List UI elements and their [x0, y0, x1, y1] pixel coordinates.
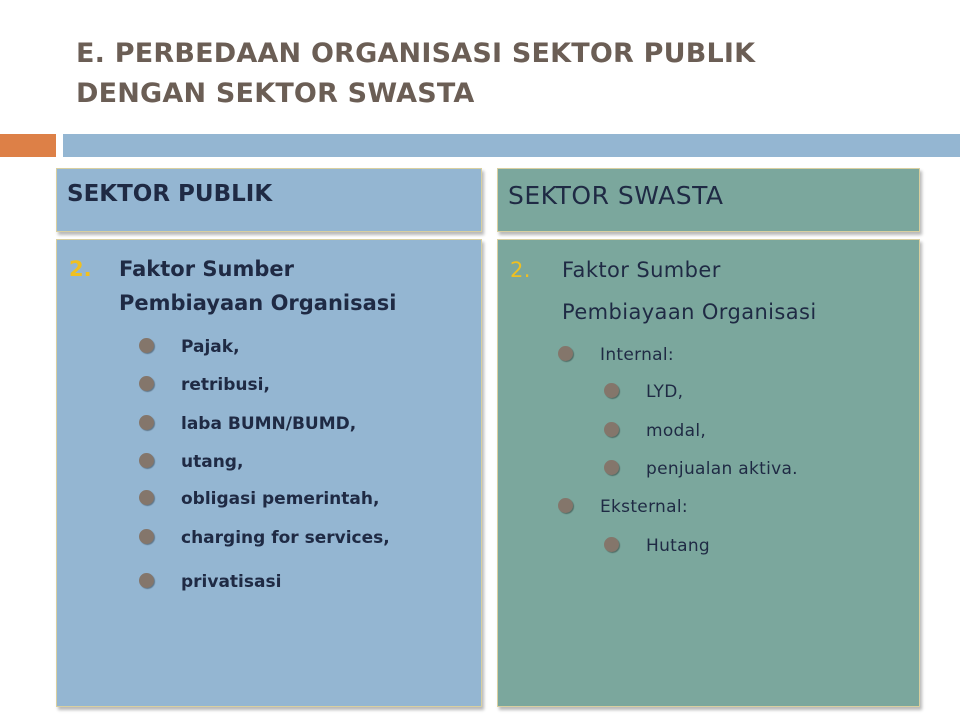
sektor-publik-header-text: SEKTOR PUBLIK	[67, 181, 273, 207]
publik-bullet-text: privatisasi	[181, 572, 282, 592]
slide-title-line-2: DENGAN SEKTOR SWASTA	[76, 78, 475, 109]
bullet-dot-icon	[558, 498, 573, 513]
publik-bullet-text: Pajak,	[181, 337, 240, 357]
swasta-item-number: 2.	[510, 258, 531, 282]
sektor-swasta-header-text: SEKTOR SWASTA	[508, 181, 724, 210]
bullet-dot-icon	[139, 338, 154, 353]
slide-title-line-1: E. PERBEDAAN ORGANISASI SEKTOR PUBLIK	[76, 38, 756, 69]
bullet-dot-icon	[139, 415, 154, 430]
publik-item-line-2: Pembiayaan Organisasi	[119, 291, 397, 315]
sektor-swasta-header	[497, 168, 920, 232]
bullet-dot-icon	[139, 453, 154, 468]
sektor-publik-header	[56, 168, 482, 232]
bullet-dot-icon	[558, 346, 573, 361]
swasta-sub-bullet-text: Hutang	[646, 536, 711, 556]
bullet-dot-icon	[139, 529, 154, 544]
publik-item-line-1: Faktor Sumber	[119, 257, 294, 281]
blue-accent-bar	[63, 134, 960, 157]
swasta-sub-bullet-text: penjualan aktiva.	[646, 459, 798, 479]
bullet-dot-icon	[139, 573, 154, 588]
swasta-item-line-2: Pembiayaan Organisasi	[562, 300, 817, 324]
bullet-dot-icon	[604, 537, 619, 552]
swasta-item-line-1: Faktor Sumber	[562, 258, 721, 282]
bullet-dot-icon	[139, 490, 154, 505]
publik-bullet-text: retribusi,	[181, 375, 270, 395]
bullet-dot-icon	[604, 460, 619, 475]
publik-bullet-text: charging for services,	[181, 528, 390, 548]
bullet-dot-icon	[604, 383, 619, 398]
swasta-group-label-text: Eksternal:	[600, 497, 688, 517]
swasta-sub-bullet-text: modal,	[646, 421, 707, 441]
publik-bullet-text: laba BUMN/BUMD,	[181, 414, 357, 434]
sektor-swasta-content	[497, 239, 920, 707]
publik-item-number: 2.	[69, 257, 92, 281]
bullet-dot-icon	[139, 376, 154, 391]
publik-bullet-text: obligasi pemerintah,	[181, 489, 380, 509]
sektor-publik-content	[56, 239, 482, 707]
bullet-dot-icon	[604, 422, 619, 437]
slide-title	[76, 34, 916, 114]
swasta-group-label-text: Internal:	[600, 345, 674, 365]
swasta-sub-bullet-text: LYD,	[646, 382, 684, 402]
orange-accent-bar	[0, 134, 56, 157]
publik-bullet-text: utang,	[181, 452, 244, 472]
